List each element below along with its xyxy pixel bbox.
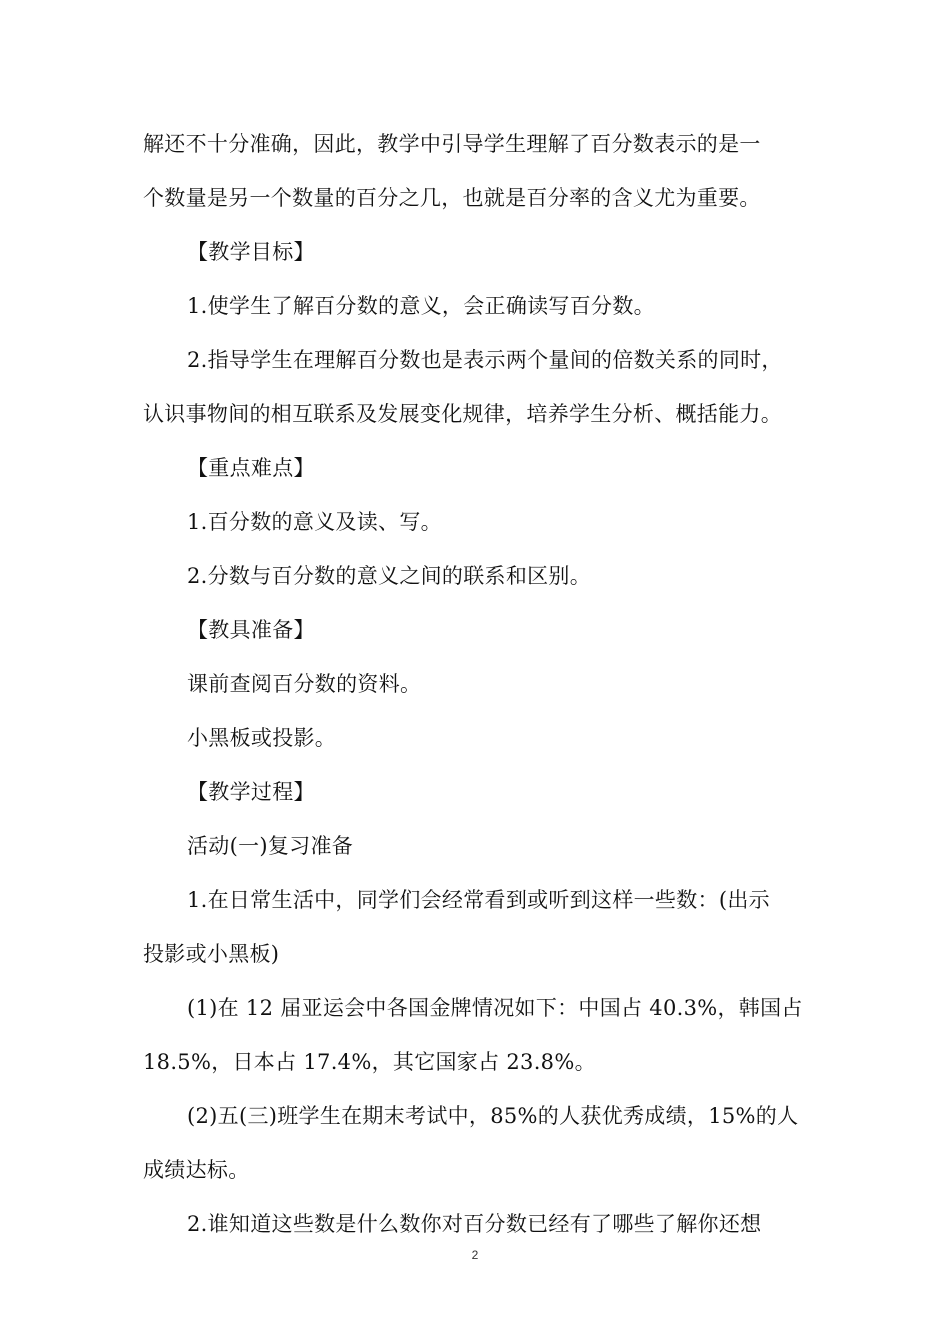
section-heading-teaching-aids: 【教具准备】 (187, 618, 315, 642)
paragraph-line: 小黑板或投影。 (187, 726, 337, 750)
subsection-heading: 活动(一)复习准备 (187, 834, 354, 858)
list-item: 1.使学生了解百分数的意义，会正确读写百分数。 (187, 294, 655, 318)
list-item: 2.分数与百分数的意义之间的联系和区别。 (187, 564, 592, 588)
document-body (143, 117, 811, 1251)
list-item: 2.谁知道这些数是什么数你对百分数已经有了哪些了解你还想 (187, 1212, 762, 1236)
section-heading-teaching-process: 【教学过程】 (187, 780, 315, 804)
section-heading-key-points: 【重点难点】 (187, 456, 315, 480)
paragraph-line: 课前查阅百分数的资料。 (187, 672, 422, 696)
paragraph-line: 成绩达标。 (143, 1158, 250, 1182)
list-item: (2)五(三)班学生在期末考试中，85%的人获优秀成绩，15%的人 (187, 1104, 799, 1128)
list-item: (1)在 12 届亚运会中各国金牌情况如下：中国占 40.3%，韩国占 (187, 996, 803, 1020)
section-heading-teaching-goals: 【教学目标】 (187, 240, 315, 264)
paragraph-line: 解还不十分准确，因此，教学中引导学生理解了百分数表示的是一 (143, 132, 761, 156)
paragraph-line: 个数量是另一个数量的百分之几，也就是百分率的含义尤为重要。 (143, 186, 761, 210)
list-item: 2.指导学生在理解百分数也是表示两个量间的倍数关系的同时， (187, 348, 783, 372)
list-item: 1.在日常生活中，同学们会经常看到或听到这样一些数：(出示 (187, 888, 770, 912)
paragraph-line: 认识事物间的相互联系及发展变化规律，培养学生分析、概括能力。 (143, 402, 782, 426)
paragraph-line: 18.5%，日本占 17.4%，其它国家占 23.8%。 (143, 1050, 596, 1074)
list-item: 1.百分数的意义及读、写。 (187, 510, 442, 534)
page-number: 2 (471, 1248, 479, 1262)
paragraph-line: 投影或小黑板) (143, 942, 280, 966)
